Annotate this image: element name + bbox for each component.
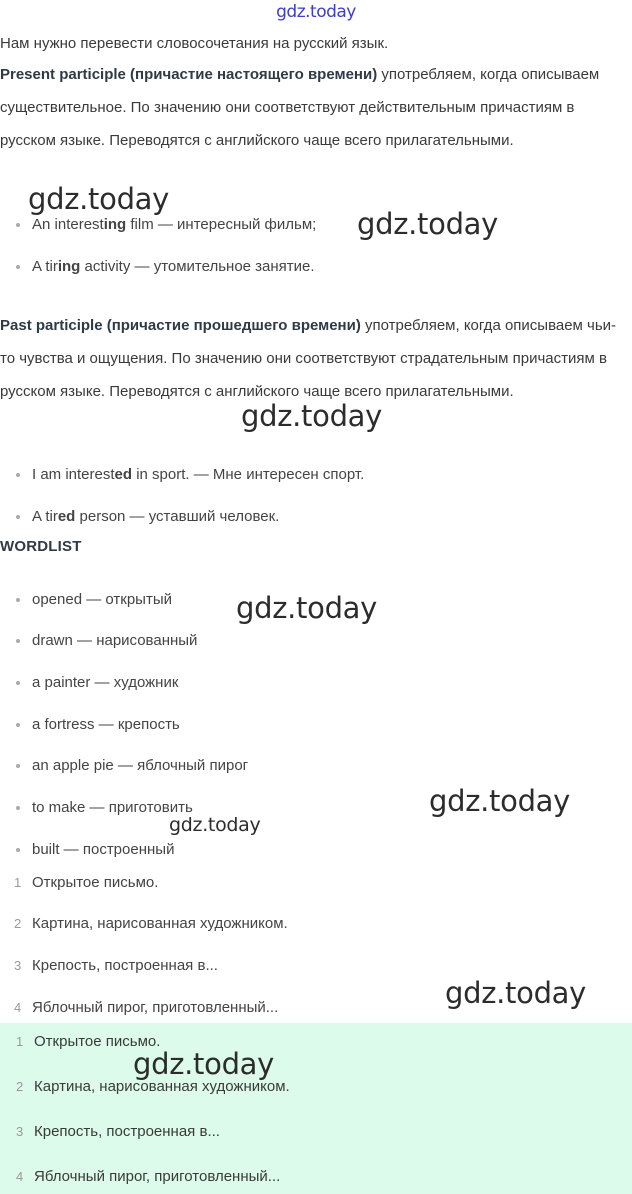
watermark: gdz.today <box>169 814 261 836</box>
intro-text: Нам нужно перевести словосочетания на русский язык. <box>0 35 389 52</box>
bullet-icon <box>16 681 20 685</box>
wordlist-text: opened — открытый <box>32 591 172 608</box>
list-item <box>16 258 315 275</box>
answer-panel <box>0 1023 632 1194</box>
watermark: gdz.today <box>445 976 587 1010</box>
wordlist-item <box>16 674 178 691</box>
task-item <box>14 915 288 932</box>
item-number: 4 <box>14 1000 22 1015</box>
example-translation: film — интересный фильм; <box>126 216 317 233</box>
watermark: gdz.today <box>429 784 571 818</box>
answer-text: Открытое письмо. <box>34 1033 161 1050</box>
wordlist-text: a fortress — крепость <box>32 716 180 733</box>
wordlist-item <box>16 799 193 816</box>
example-suffix: ing <box>57 258 81 275</box>
task-item <box>14 999 278 1016</box>
answer-text: Картина, нарисованная художником. <box>34 1078 290 1095</box>
bullet-icon <box>16 598 20 602</box>
watermark: gdz.today <box>357 207 499 241</box>
watermark: gdz.today <box>28 182 170 216</box>
example-translation: in sport. — Мне интересен спорт. <box>132 466 365 483</box>
item-number: 2 <box>16 1079 24 1094</box>
task-item <box>14 874 158 891</box>
past-participle-term: Past participle (причастие прошедшего времени) <box>0 317 361 334</box>
task-text: Картина, нарисованная художником. <box>32 915 288 932</box>
wordlist-item <box>16 632 197 649</box>
example-translation: person — уставший человек. <box>75 508 280 525</box>
answer-text: Яблочный пирог, приготовленный... <box>34 1168 281 1185</box>
wordlist-item <box>16 757 248 774</box>
item-number: 1 <box>16 1034 24 1049</box>
example-text: A tir <box>32 508 58 525</box>
list-item <box>16 216 316 233</box>
task-text: Крепость, построенная в... <box>32 957 218 974</box>
bullet-icon <box>16 265 20 269</box>
present-participle-term: Present participle (причастие настоящего времени) <box>0 66 378 83</box>
wordlist-item <box>16 591 172 608</box>
wordlist-text: a painter — художник <box>32 674 179 691</box>
past-participle-paragraph <box>0 309 620 408</box>
bullet-icon <box>16 515 20 519</box>
present-participle-text: употребляем, когда описываем существительное. По значению они соответствуют действительным причастиям в русском языке. Переводятся с английского чаще всего прилагательными. <box>0 66 600 149</box>
watermark: gdz.today <box>133 1047 275 1081</box>
wordlist-item <box>16 841 174 858</box>
bullet-icon <box>16 223 20 227</box>
wordlist-text: built — построенный <box>32 841 175 858</box>
answer-text: Крепость, построенная в... <box>34 1123 220 1140</box>
task-item <box>14 957 218 974</box>
item-number: 4 <box>16 1169 24 1184</box>
watermark: gdz.today <box>236 591 378 625</box>
example-text: I am interest <box>32 466 115 483</box>
item-number: 1 <box>14 875 22 890</box>
list-item <box>16 466 364 483</box>
item-number: 2 <box>14 916 22 931</box>
top-watermark: gdz.today <box>276 2 356 22</box>
past-participle-text: употребляем, когда описываем чьи-то чувства и ощущения. По значению они соответствуют страдательным причастиям в русском языке. Переводятся с английского чаще всего прилагательными. <box>0 317 617 400</box>
task-text: Яблочный пирог, приготовленный... <box>32 999 279 1016</box>
example-suffix: ed <box>57 508 76 525</box>
example-translation: activity — утомительное занятие. <box>80 258 315 275</box>
example-text: An interest <box>32 216 104 233</box>
item-number: 3 <box>14 958 22 973</box>
wordlist-text: drawn — нарисованный <box>32 632 198 649</box>
item-number: 3 <box>16 1124 24 1139</box>
present-participle-paragraph <box>0 58 620 157</box>
wordlist-item <box>16 716 180 733</box>
bullet-icon <box>16 764 20 768</box>
answer-item <box>16 1123 220 1140</box>
bullet-icon <box>16 806 20 810</box>
wordlist-text: an apple pie — яблочный пирог <box>32 757 249 774</box>
example-suffix: ed <box>114 466 133 483</box>
bullet-icon <box>16 848 20 852</box>
wordlist-heading: WORDLIST <box>0 538 82 555</box>
bullet-icon <box>16 639 20 643</box>
bullet-icon <box>16 723 20 727</box>
wordlist-text: to make — приготовить <box>32 799 193 816</box>
answer-item <box>16 1168 280 1185</box>
watermark: gdz.today <box>241 399 383 433</box>
list-item <box>16 508 279 525</box>
task-text: Открытое письмо. <box>32 874 159 891</box>
bullet-icon <box>16 473 20 477</box>
example-text: A tir <box>32 258 58 275</box>
example-suffix: ing <box>103 216 127 233</box>
